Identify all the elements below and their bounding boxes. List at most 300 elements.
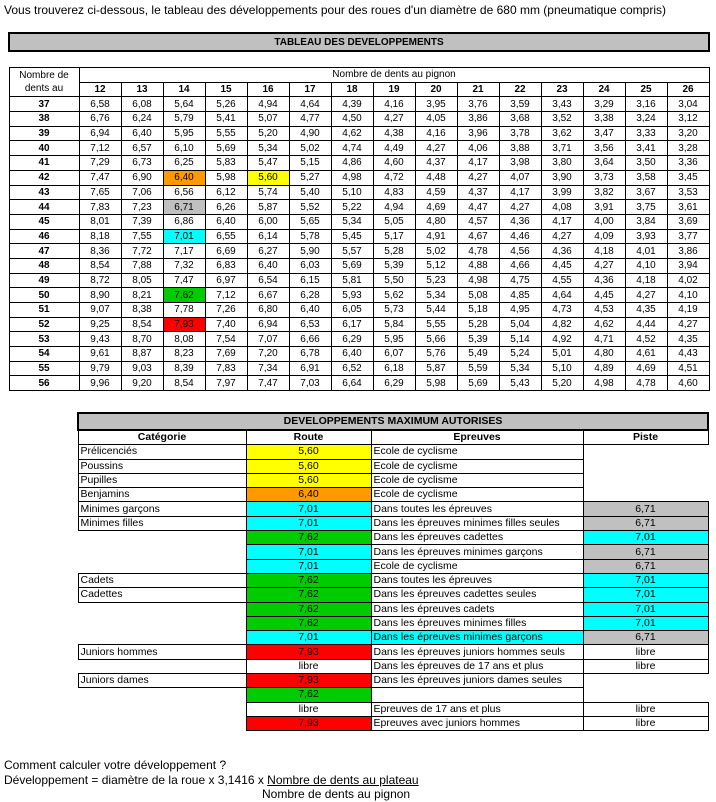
- value-cell: 9,61: [79, 347, 121, 362]
- value-cell: 7,47: [247, 376, 289, 391]
- value-cell: 5,01: [541, 347, 583, 362]
- pignon-header: 14: [163, 82, 205, 97]
- value-cell: 5,74: [247, 185, 289, 200]
- spacer: [9, 51, 709, 68]
- value-cell: 3,67: [625, 185, 667, 200]
- piste-cell: 7,01: [583, 588, 708, 602]
- value-cell: 4,27: [499, 200, 541, 215]
- value-cell: 4,02: [667, 273, 709, 288]
- value-cell: 6,66: [289, 332, 331, 347]
- category-cell: [78, 616, 246, 630]
- table-row: [9, 126, 709, 141]
- value-cell: 5,57: [331, 244, 373, 259]
- piste-cell: 7,01: [583, 616, 708, 630]
- category-cell: Cadets: [78, 573, 246, 587]
- plateau-cell: 55: [9, 361, 79, 376]
- table-row: [78, 445, 708, 459]
- category-cell: [78, 559, 246, 573]
- route-cell: 7,62: [246, 531, 371, 545]
- title-row: [78, 413, 708, 430]
- value-cell: 5,93: [331, 288, 373, 303]
- value-cell: 9,25: [79, 317, 121, 332]
- value-cell: 4,69: [415, 200, 457, 215]
- piste-cell: 7,01: [583, 602, 708, 616]
- value-cell: 3,29: [583, 97, 625, 112]
- table-row: [78, 588, 708, 602]
- value-cell: 5,95: [373, 332, 415, 347]
- value-cell: 7,01: [163, 229, 205, 244]
- category-cell: [78, 688, 246, 702]
- value-cell: 3,47: [583, 126, 625, 141]
- epreuve-cell: Ecole de cyclisme: [371, 459, 583, 473]
- value-cell: 3,90: [541, 170, 583, 185]
- value-cell: 6,00: [247, 214, 289, 229]
- value-cell: 4,51: [667, 361, 709, 376]
- plateau-cell: 56: [9, 376, 79, 391]
- piste-cell: 6,71: [583, 502, 708, 516]
- value-cell: 4,06: [457, 141, 499, 156]
- header-epreuves: Epreuves: [371, 430, 583, 445]
- value-cell: 3,33: [625, 126, 667, 141]
- value-cell: 3,95: [415, 97, 457, 112]
- formula-numerator: Nombre de dents au plateau: [267, 773, 419, 787]
- value-cell: 4,27: [415, 141, 457, 156]
- value-cell: 5,41: [205, 112, 247, 127]
- route-cell: 7,62: [246, 688, 371, 702]
- spacer-row: [9, 51, 709, 68]
- plateau-cell: 38: [9, 112, 79, 127]
- value-cell: 3,38: [583, 112, 625, 127]
- category-cell: [78, 716, 246, 730]
- table-row: [78, 616, 708, 630]
- value-cell: 5,43: [499, 376, 541, 391]
- value-cell: 5,04: [499, 317, 541, 332]
- plateau-cell: 51: [9, 303, 79, 318]
- value-cell: 4,98: [457, 273, 499, 288]
- route-cell: 7,01: [246, 545, 371, 559]
- value-cell: 4,10: [625, 258, 667, 273]
- value-cell: 5,45: [331, 229, 373, 244]
- table-row: [78, 545, 708, 559]
- value-cell: 3,52: [541, 112, 583, 127]
- value-cell: 4,55: [541, 273, 583, 288]
- pignon-header: 16: [247, 82, 289, 97]
- value-cell: 4,05: [415, 112, 457, 127]
- value-cell: 5,60: [247, 170, 289, 185]
- value-cell: 6,94: [79, 126, 121, 141]
- value-cell: 4,94: [247, 97, 289, 112]
- category-cell: Juniors hommes: [78, 645, 246, 659]
- route-cell: 7,62: [246, 573, 371, 587]
- table-row: [9, 347, 709, 362]
- value-cell: 4,72: [373, 170, 415, 185]
- value-cell: 8,70: [121, 332, 163, 347]
- value-cell: 6,83: [205, 258, 247, 273]
- epreuve-cell: Ecole de cyclisme: [371, 488, 583, 502]
- value-cell: 4,36: [541, 244, 583, 259]
- epreuve-cell: Epreuves de 17 ans et plus: [371, 702, 583, 716]
- value-cell: 5,07: [247, 112, 289, 127]
- value-cell: 5,15: [289, 156, 331, 171]
- value-cell: 4,67: [457, 229, 499, 244]
- value-cell: 7,40: [205, 317, 247, 332]
- value-cell: 4,53: [583, 303, 625, 318]
- value-cell: 4,18: [625, 273, 667, 288]
- value-cell: 6,05: [331, 303, 373, 318]
- epreuve-cell: Dans les épreuves de 17 ans et plus: [371, 659, 583, 673]
- category-cell: Cadettes: [78, 588, 246, 602]
- value-cell: 6,26: [205, 200, 247, 215]
- value-cell: 4,17: [457, 156, 499, 171]
- category-cell: [78, 659, 246, 673]
- piste-cell: 6,71: [583, 516, 708, 530]
- value-cell: 3,59: [499, 97, 541, 112]
- value-cell: 3,94: [667, 258, 709, 273]
- value-cell: 3,61: [667, 200, 709, 215]
- formula-block: [4, 758, 419, 801]
- value-cell: 6,27: [247, 244, 289, 259]
- value-cell: 4,69: [625, 361, 667, 376]
- value-cell: 6,80: [247, 303, 289, 318]
- plateau-cell: 44: [9, 200, 79, 215]
- value-cell: 7,47: [79, 170, 121, 185]
- value-cell: 5,20: [541, 376, 583, 391]
- value-cell: 8,72: [79, 273, 121, 288]
- pignon-header: 23: [541, 82, 583, 97]
- table-row: [9, 332, 709, 347]
- route-cell: 7,01: [246, 631, 371, 645]
- value-cell: 3,69: [667, 214, 709, 229]
- value-cell: 5,28: [457, 317, 499, 332]
- value-cell: 4,50: [331, 112, 373, 127]
- table-row: [78, 688, 708, 702]
- epreuve-cell: Ecole de cyclisme: [371, 445, 583, 459]
- category-cell: [78, 631, 246, 645]
- value-cell: 5,52: [289, 200, 331, 215]
- pignon-header: 13: [121, 82, 163, 97]
- value-cell: 4,00: [583, 214, 625, 229]
- value-cell: 4,60: [373, 156, 415, 171]
- route-cell: 5,60: [246, 459, 371, 473]
- value-cell: 6,76: [79, 112, 121, 127]
- value-cell: 6,91: [289, 361, 331, 376]
- value-cell: 4,08: [541, 200, 583, 215]
- value-cell: 4,83: [373, 185, 415, 200]
- route-cell: 5,60: [246, 473, 371, 487]
- value-cell: 5,10: [331, 185, 373, 200]
- plateau-cell: 54: [9, 347, 79, 362]
- value-cell: 3,56: [583, 141, 625, 156]
- value-cell: 3,24: [625, 112, 667, 127]
- value-cell: 4,91: [415, 229, 457, 244]
- value-cell: 5,22: [331, 200, 373, 215]
- plateau-cell: 39: [9, 126, 79, 141]
- route-cell: 6,40: [246, 488, 371, 502]
- value-cell: 8,54: [163, 376, 205, 391]
- category-cell: Minimes filles: [78, 516, 246, 530]
- value-cell: 4,74: [331, 141, 373, 156]
- value-cell: 4,27: [457, 170, 499, 185]
- value-cell: 6,40: [247, 258, 289, 273]
- value-cell: 5,23: [415, 273, 457, 288]
- value-cell: 3,78: [499, 126, 541, 141]
- value-cell: 4,35: [625, 303, 667, 318]
- value-cell: 6,40: [121, 126, 163, 141]
- value-cell: 5,28: [373, 244, 415, 259]
- table-row: [78, 531, 708, 545]
- value-cell: 5,76: [415, 347, 457, 362]
- value-cell: 5,90: [289, 244, 331, 259]
- value-cell: 4,35: [667, 332, 709, 347]
- value-cell: 6,52: [331, 361, 373, 376]
- value-cell: 4,39: [331, 97, 373, 112]
- piste-cell: 6,71: [583, 631, 708, 645]
- value-cell: 5,05: [373, 214, 415, 229]
- value-cell: 6,15: [289, 273, 331, 288]
- table-row: [9, 229, 709, 244]
- value-cell: 9,03: [121, 361, 163, 376]
- value-cell: 3,45: [667, 170, 709, 185]
- value-cell: 4,18: [583, 244, 625, 259]
- value-cell: 5,40: [289, 185, 331, 200]
- pignon-header: 17: [289, 82, 331, 97]
- category-cell: [78, 602, 246, 616]
- value-cell: 7,39: [121, 214, 163, 229]
- value-cell: 5,81: [331, 273, 373, 288]
- value-cell: 6,71: [163, 200, 205, 215]
- table-row: [9, 361, 709, 376]
- value-cell: 3,88: [499, 141, 541, 156]
- piste-cell: [583, 445, 708, 459]
- value-cell: 6,86: [163, 214, 205, 229]
- table-row: [9, 141, 709, 156]
- pignon-header: 21: [457, 82, 499, 97]
- value-cell: 4,45: [541, 258, 583, 273]
- value-cell: 6,55: [205, 229, 247, 244]
- plateau-cell: 52: [9, 317, 79, 332]
- value-cell: 4,17: [541, 214, 583, 229]
- value-cell: 5,98: [415, 376, 457, 391]
- value-cell: 7,06: [121, 185, 163, 200]
- plateau-cell: 46: [9, 229, 79, 244]
- value-cell: 4,64: [289, 97, 331, 112]
- value-cell: 4,46: [499, 229, 541, 244]
- epreuve-cell: Ecole de cyclisme: [371, 473, 583, 487]
- value-cell: 5,34: [415, 288, 457, 303]
- value-cell: 6,58: [79, 97, 121, 112]
- formula-denominator: Nombre de dents au pignon: [262, 787, 411, 801]
- value-cell: 5,34: [499, 361, 541, 376]
- value-cell: 4,62: [583, 317, 625, 332]
- value-cell: 8,38: [121, 303, 163, 318]
- value-cell: 8,23: [163, 347, 205, 362]
- value-cell: 5,49: [457, 347, 499, 362]
- table-row: [9, 97, 709, 112]
- value-cell: 4,73: [541, 303, 583, 318]
- value-cell: 5,62: [373, 288, 415, 303]
- value-cell: 5,98: [205, 170, 247, 185]
- route-cell: 7,93: [246, 674, 371, 688]
- table-row: [78, 459, 708, 473]
- plateau-cell: 53: [9, 332, 79, 347]
- value-cell: 6,14: [247, 229, 289, 244]
- value-cell: 7,69: [205, 347, 247, 362]
- value-cell: 9,20: [121, 376, 163, 391]
- value-cell: 6,12: [205, 185, 247, 200]
- header-route: Route: [246, 430, 371, 445]
- plateau-cell: 49: [9, 273, 79, 288]
- value-cell: 4,49: [373, 141, 415, 156]
- value-cell: 7,65: [79, 185, 121, 200]
- value-cell: 4,47: [457, 200, 499, 215]
- value-cell: 5,18: [457, 303, 499, 318]
- value-cell: 8,87: [121, 347, 163, 362]
- value-cell: 3,58: [625, 170, 667, 185]
- value-cell: 8,36: [79, 244, 121, 259]
- header-row: [9, 68, 709, 83]
- plateau-cell: 40: [9, 141, 79, 156]
- title-row: [9, 33, 709, 51]
- epreuve-cell: [371, 688, 583, 702]
- value-cell: 4,36: [583, 273, 625, 288]
- plateau-cell: 47: [9, 244, 79, 259]
- value-cell: 9,07: [79, 303, 121, 318]
- formula-prefix: Développement = diamètre de la roue x 3,1416 x: [4, 773, 268, 787]
- plateau-cell: 41: [9, 156, 79, 171]
- value-cell: 4,85: [499, 288, 541, 303]
- value-cell: 4,75: [499, 273, 541, 288]
- value-cell: 9,79: [79, 361, 121, 376]
- value-cell: 6,28: [289, 288, 331, 303]
- value-cell: 4,59: [415, 185, 457, 200]
- value-cell: 6,17: [331, 317, 373, 332]
- value-cell: 5,78: [289, 229, 331, 244]
- table-row: [9, 112, 709, 127]
- value-cell: 4,37: [457, 185, 499, 200]
- value-cell: 4,80: [583, 347, 625, 362]
- value-cell: 5,65: [289, 214, 331, 229]
- table-row: [9, 376, 709, 391]
- value-cell: 5,26: [205, 97, 247, 112]
- value-cell: 4,10: [667, 288, 709, 303]
- value-cell: 4,27: [373, 112, 415, 127]
- value-cell: 6,03: [289, 258, 331, 273]
- value-cell: 4,48: [415, 170, 457, 185]
- table-row: [9, 156, 709, 171]
- value-cell: 4,95: [499, 303, 541, 318]
- value-cell: 5,34: [247, 141, 289, 156]
- value-cell: 4,57: [457, 214, 499, 229]
- pignon-header: 18: [331, 82, 373, 97]
- epreuve-cell: Epreuves avec juniors hommes: [371, 716, 583, 730]
- value-cell: 4,16: [373, 97, 415, 112]
- value-cell: 5,84: [373, 317, 415, 332]
- value-cell: 8,18: [79, 229, 121, 244]
- value-cell: 7,03: [289, 376, 331, 391]
- value-cell: 4,92: [541, 332, 583, 347]
- value-cell: 3,12: [667, 112, 709, 127]
- value-cell: 6,40: [163, 170, 205, 185]
- value-cell: 7,23: [121, 200, 163, 215]
- value-cell: 7,26: [205, 303, 247, 318]
- value-cell: 3,76: [457, 97, 499, 112]
- route-cell: libre: [246, 659, 371, 673]
- intro-text: Vous trouverez ci-dessous, le tableau des développements pour des roues d'un diamètre de 680 mm (pneumatique compris): [4, 3, 666, 17]
- value-cell: 7,93: [163, 317, 205, 332]
- category-cell: [78, 545, 246, 559]
- value-cell: 7,78: [163, 303, 205, 318]
- value-cell: 4,66: [499, 258, 541, 273]
- table-row: [9, 273, 709, 288]
- table-row: [9, 303, 709, 318]
- value-cell: 4,01: [625, 244, 667, 259]
- max-development-table: [77, 412, 709, 731]
- value-cell: 6,97: [205, 273, 247, 288]
- table-row: [78, 674, 708, 688]
- epreuve-cell: Dans les épreuves juniors dames seules: [371, 674, 583, 688]
- value-cell: 3,41: [625, 141, 667, 156]
- value-cell: 5,08: [457, 288, 499, 303]
- value-cell: 3,71: [541, 141, 583, 156]
- value-cell: 7,97: [205, 376, 247, 391]
- pignon-header: 19: [373, 82, 415, 97]
- value-cell: 8,90: [79, 288, 121, 303]
- table-row: [9, 244, 709, 259]
- piste-cell: libre: [583, 645, 708, 659]
- value-cell: 6,08: [121, 97, 163, 112]
- value-cell: 8,05: [121, 273, 163, 288]
- value-cell: 4,44: [625, 317, 667, 332]
- table-row: [9, 317, 709, 332]
- plateau-cell: 48: [9, 258, 79, 273]
- value-cell: 8,21: [121, 288, 163, 303]
- header-row: [78, 430, 708, 445]
- value-cell: 3,91: [583, 200, 625, 215]
- value-cell: 7,83: [205, 361, 247, 376]
- value-cell: 5,69: [331, 258, 373, 273]
- value-cell: 3,64: [583, 156, 625, 171]
- value-cell: 5,12: [415, 258, 457, 273]
- value-cell: 8,39: [163, 361, 205, 376]
- value-cell: 7,47: [163, 273, 205, 288]
- value-cell: 5,39: [457, 332, 499, 347]
- value-cell: 5,83: [205, 156, 247, 171]
- value-cell: 8,54: [121, 317, 163, 332]
- route-cell: 7,01: [246, 516, 371, 530]
- value-cell: 5,10: [541, 361, 583, 376]
- piste-cell: [583, 473, 708, 487]
- table-row: [78, 631, 708, 645]
- table-row: [9, 214, 709, 229]
- row-header: Nombre de dents au: [9, 68, 79, 97]
- value-cell: 6,07: [373, 347, 415, 362]
- value-cell: 4,94: [373, 200, 415, 215]
- route-cell: 7,93: [246, 716, 371, 730]
- value-cell: 3,43: [541, 97, 583, 112]
- value-cell: 6,54: [247, 273, 289, 288]
- value-cell: 3,96: [457, 126, 499, 141]
- table-row: [78, 488, 708, 502]
- pignon-row: [9, 82, 709, 97]
- piste-cell: libre: [583, 659, 708, 673]
- value-cell: 5,39: [373, 258, 415, 273]
- value-cell: 5,87: [415, 361, 457, 376]
- epreuve-cell: Dans les épreuves cadets: [371, 602, 583, 616]
- value-cell: 5,34: [331, 214, 373, 229]
- value-cell: 4,78: [625, 376, 667, 391]
- value-cell: 3,53: [667, 185, 709, 200]
- value-cell: 7,72: [121, 244, 163, 259]
